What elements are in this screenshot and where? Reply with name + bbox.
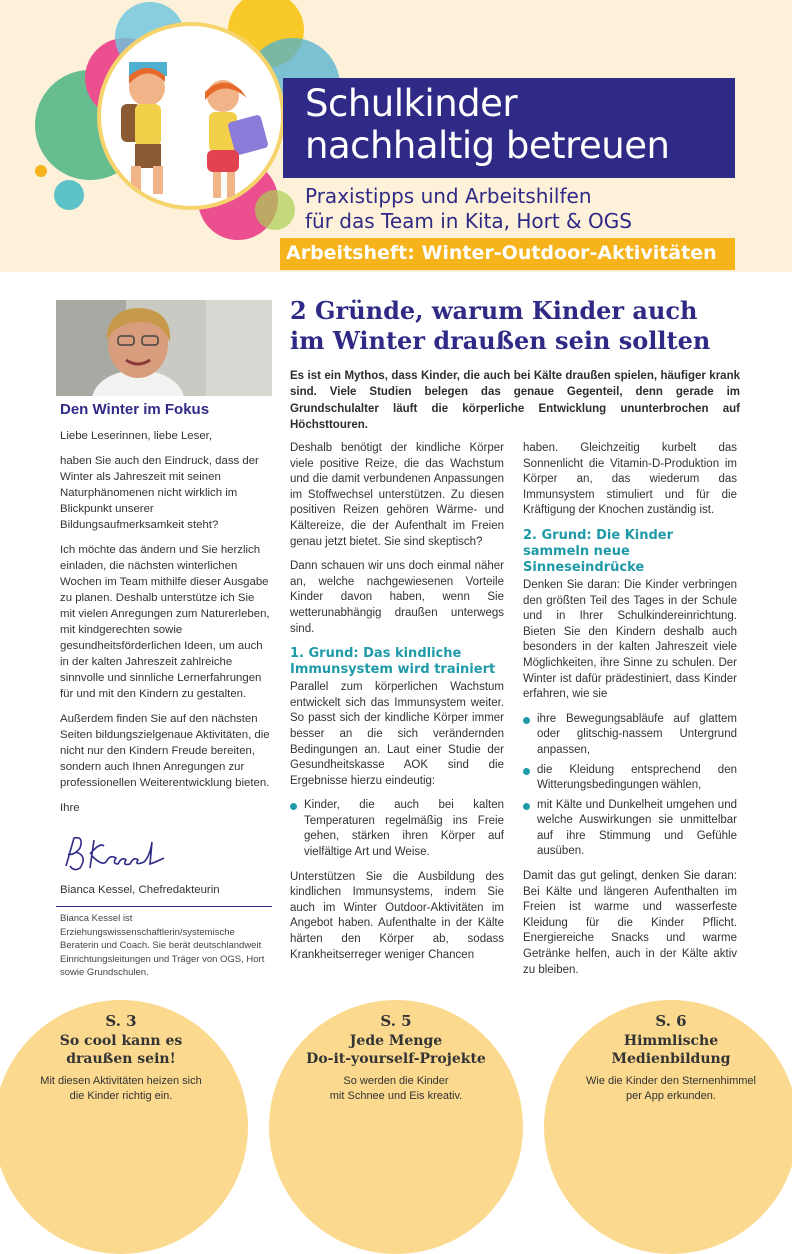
list-item xyxy=(290,798,504,860)
signature xyxy=(60,832,170,881)
editor-bio: Bianca Kessel ist Erziehungswissenschaftlerin/systemische Beraterin und Coach. Sie berät deutschlandweit Einrichtungsleitungen und Träger von OGS, Hort sowie Grundschulen. xyxy=(60,913,265,979)
paragraph: Parallel zum körperlichen Wachstum entwickelt sich das Immunsystem weiter. So passt sich der kindliche Körper immer besser an die sich verändernden Bedingungen an. Laut einer Studie der Gesundheitskasse AOK sind die Ergebnisse hierzu eindeutig: xyxy=(290,681,504,787)
bullet-list xyxy=(290,798,504,860)
headline-line-1: 2 Gründe, warum Kinder auch xyxy=(290,296,698,325)
paragraph: Unterstützen Sie die Ausbildung des kindlichen Immunsystems, indem Sie auch im Winter Outdoor-Aktivitäten im Angebot haben. Aufenthalte in der Kälte härten den Körper ab, sodass Krankheitserreger weniger Chancen xyxy=(290,870,504,961)
issue-title: Arbeitsheft: Winter-Outdoor-Aktivitäten xyxy=(286,242,717,264)
subtitle xyxy=(305,184,745,234)
teaser-title-line-2: Medienbildung xyxy=(611,1051,731,1067)
deco-circle-yellow-small xyxy=(35,165,47,177)
teaser-title-line-1: Jede Menge xyxy=(349,1033,443,1049)
list-item-text: mit Kälte und Dunkelheit umgehen und welche Auswirkungen sie unmittelbar auf ihre Stimmung und Gefühle ausüben. xyxy=(537,798,737,858)
bullet-icon xyxy=(523,768,530,775)
teaser-link-3[interactable] xyxy=(561,1012,781,1103)
issue-bar xyxy=(280,238,735,270)
teaser-text-line-1: Wie die Kinder den Sternenhimmel xyxy=(586,1075,756,1087)
paragraph: haben. Gleichzeitig kurbelt das Sonnenlicht die Vitamin-D-Produktion im Körper an, das wiederum das Immunsystem stimuliert und für die Kräftigung der Knochen zuständig ist. xyxy=(523,442,737,517)
masthead xyxy=(0,0,792,272)
editorial-closing: Ihre xyxy=(60,802,80,814)
editorial-paragraph: haben Sie auch den Eindruck, dass der Winter als Jahreszeit mit seinen Naturphänomenen nicht wirklich im Blickpunkt unserer Bildungsaufmerksamkeit steht? xyxy=(60,455,259,531)
bullet-icon xyxy=(523,717,530,724)
paragraph: Dann schauen wir uns doch einmal näher an, welche nachgewiesenen Vorteile Kinder davon haben, wenn Sie wetterunabhängig draußen unterwegs sind. xyxy=(290,560,504,635)
section-heading: 1. Grund: Das kindliche Immunsystem wird trainiert xyxy=(290,646,496,678)
list-item-text: die Kleidung entsprechend den Witterungsbedingungen wählen, xyxy=(537,763,737,792)
signature-name: Bianca Kessel, Chefredakteurin xyxy=(60,884,220,896)
paragraph: Damit das gut gelingt, denken Sie daran: Bei Kälte und längeren Aufenthalten im Freien ist warme und wasserfeste Kleidung für die Kinder Pflicht. Energiereiche Snacks und warme Getränke helfen, auch in der Kälte aktiv zu bleiben. xyxy=(523,870,737,976)
divider xyxy=(56,906,272,907)
article-lead: Es ist ein Mythos, dass Kinder, die auch bei Kälte draußen spielen, häufiger krank sind. Viele Studien belegen das genaue Gegenteil, denn gerade im Grundschulalter läuft die körperliche Entwicklung ununterbrochen auf Höchsttouren. xyxy=(290,370,740,432)
list-item xyxy=(523,798,737,860)
paragraph: Deshalb benötigt der kindliche Körper viele positive Reize, die das Wachstum und die damit verbundenen Anpassungen im Stoffwechsel unterstützen. Zu diesen positiven Reizen gehören Wärme- und Kältereize, die der Aufenthalt im Freien genau jetzt bietet. Sie sind skeptisch? xyxy=(290,442,504,548)
editorial-paragraph: Ich möchte das ändern und Sie herzlich einladen, die nächsten winterlichen Wochen im Team mithilfe dieser Ausgabe zu planen. Deshalb unterstütze ich Sie mit vielen Anregungen zum Naturerleben, mit kindgerechten sowie gesundheitsförderlichen Ideen, um auch in der kalten Jahreszeit zahlreiche sinnvolle und sinnliche Lernerfahrungen für und mit den Kindern zu gestalten. xyxy=(60,544,270,700)
list-item-text: Kinder, die auch bei kalten Temperaturen regelmäßig ins Freie gehen, stärken ihren Körper auf vielfältige Art und Weise. xyxy=(304,799,504,859)
title-line-1: Schulkinder xyxy=(305,82,518,125)
teaser-page: S. 5 xyxy=(380,1012,412,1030)
editorial-text xyxy=(60,428,272,825)
title-banner xyxy=(283,78,735,178)
article-column-1 xyxy=(290,441,504,972)
list-item xyxy=(523,763,737,794)
teaser-text-line-1: So werden die Kinder xyxy=(343,1075,449,1087)
bullet-list xyxy=(523,712,737,860)
list-item xyxy=(523,712,737,759)
subtitle-line-1: Praxistipps und Arbeitshilfen xyxy=(305,184,592,208)
teaser-title-line-2: Do-it-yourself-Projekte xyxy=(306,1051,486,1067)
teaser-text-line-2: per App erkunden. xyxy=(626,1089,716,1102)
title-line-2: nachhaltig betreuen xyxy=(305,124,670,167)
headline-line-2: im Winter draußen sein sollten xyxy=(290,326,711,355)
list-item-text: ihre Bewegungsabläufe auf glattem oder glitschig-nassem Untergrund anpassen, xyxy=(537,712,737,756)
sidebar-heading: Den Winter im Fokus xyxy=(60,401,210,418)
paragraph: Denken Sie daran: Die Kinder verbringen den größten Teil des Tages in der Schule und in Ihrer Schulkindereinrichtung. Bieten Sie den Kindern deshalb auch besonders in der kalten Jahreszeit viele Möglichkeiten, ihre Sinne zu schulen. Der Winter ist dafür prädestiniert, dass Kinder erfahren, wie sie xyxy=(523,578,737,701)
teaser-text-line-1: Mit diesen Aktivitäten heizen sich xyxy=(40,1075,202,1087)
teaser-title-line-1: So cool kann es xyxy=(59,1033,183,1049)
editorial-paragraph: Außerdem finden Sie auf den nächsten Seiten bildungszielgenaue Aktivitäten, die nicht nur den Kindern Freude bereiten, sondern auch Ihnen Anregungen zur professionellen Weiterentwicklung bieten. xyxy=(60,713,270,789)
section-heading: 2. Grund: Die Kinder sammeln neue Sinneseindrücke xyxy=(523,527,674,575)
teaser-title-line-1: Himmlische xyxy=(623,1033,719,1049)
children-illustration xyxy=(97,22,285,210)
deco-circle-lime xyxy=(255,190,295,230)
teaser-text-line-2: mit Schnee und Eis kreativ. xyxy=(329,1089,463,1102)
bullet-icon xyxy=(290,803,297,810)
teaser-title-line-2: draußen sein! xyxy=(66,1051,176,1067)
teaser-page: S. 6 xyxy=(655,1012,687,1030)
deco-circle-teal xyxy=(54,180,84,210)
teaser-page: S. 3 xyxy=(105,1012,137,1030)
editor-photo xyxy=(56,300,272,396)
article-column-2 xyxy=(523,441,737,987)
editorial-greeting: Liebe Leserinnen, liebe Leser, xyxy=(60,430,212,442)
bullet-icon xyxy=(523,803,530,810)
subtitle-line-2: für das Team in Kita, Hort & OGS xyxy=(305,209,632,233)
article-headline xyxy=(290,296,750,356)
teaser-link-1[interactable] xyxy=(11,1012,231,1103)
teaser-link-2[interactable] xyxy=(286,1012,506,1103)
teaser-text-line-2: die Kinder richtig ein. xyxy=(69,1089,173,1102)
